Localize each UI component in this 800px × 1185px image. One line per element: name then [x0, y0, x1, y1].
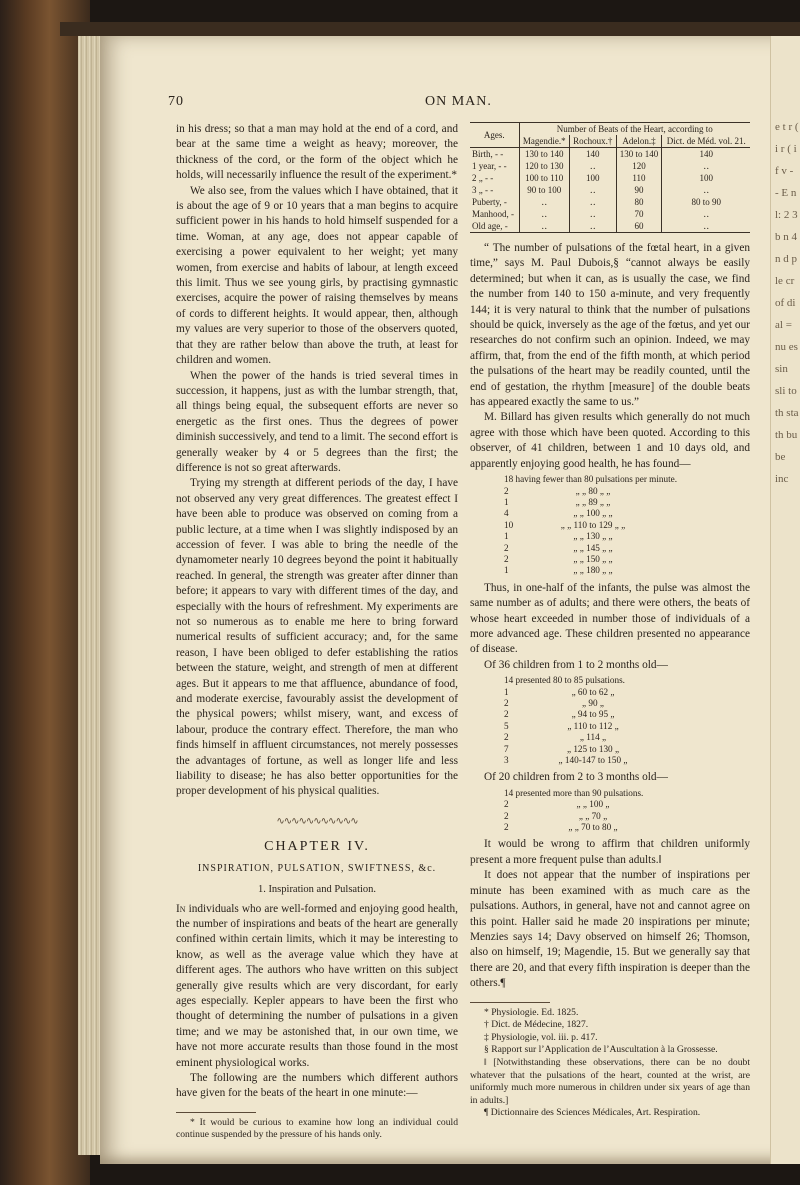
footnote: * Physiologie. Ed. 1825.: [484, 1006, 579, 1018]
list-value: „ „ 145 „ „: [573, 542, 613, 553]
list-value: „ „ 89 „ „: [575, 496, 611, 507]
section-title: 1. Inspiration and Pulsation.: [257, 884, 377, 896]
table-cell: ‥: [519, 196, 569, 208]
section-ornament: ∿∿∿∿∿∿∿∿∿∿∿: [276, 815, 358, 827]
table-cell: 100: [569, 172, 616, 184]
table-cell: 100: [662, 172, 750, 184]
list-item: [470, 554, 750, 565]
list-count: 1: [504, 565, 509, 576]
list-count: 7: [504, 743, 509, 754]
list-value: „ „ 100 „: [576, 799, 610, 810]
list-value: „ „ 130 „ „: [573, 531, 613, 542]
paragraph: When the power of the hands is tried several times in succession, it happens, just as with the lumbar strength, that, all things being equal, the subsequent efforts are never so energetic as the first ones. Thus the degrees of power diminish successively, and tend to a limit. The second effort is generally weaker by 4 or 5 degrees than the first; the difference is not so great afterwards.: [176, 369, 458, 474]
paragraph: It would be wrong to affirm that children uniformly present a more frequent pulse than adults.‖: [470, 838, 750, 866]
table-cell: 70: [616, 208, 662, 220]
table-cell: ‥: [569, 196, 616, 208]
paragraph: Of 20 children from 2 to 3 months old—: [484, 771, 668, 784]
list-value: „ „ 80 „ „: [575, 485, 611, 496]
list-value: „ „ 110 to 129 „ „: [560, 519, 626, 530]
list-item: [470, 486, 750, 497]
list-item: [470, 543, 750, 554]
table-cell: ‥: [569, 220, 616, 233]
table-group-header: Number of Beats of the Heart, according to: [519, 123, 750, 136]
table-cell-age: 3 „ - -: [472, 185, 494, 195]
list-count: 3: [504, 755, 509, 766]
list-item: [470, 799, 750, 810]
list-item: [470, 520, 750, 531]
page-number: 70: [168, 94, 184, 109]
footnote: * It would be curious to examine how long an individual could continue suspended by the pressure of his hands only.: [176, 1116, 458, 1141]
table-header-ages: Ages.: [470, 123, 519, 148]
table-row: [470, 184, 750, 196]
list-value: „ „ 180 „ „: [573, 565, 613, 576]
list-count: 2: [504, 698, 509, 708]
table-col-header: Adelon.‡: [616, 135, 662, 148]
table-cell: 140: [662, 148, 750, 161]
paragraph: Thus, in one-half of the infants, the pulse was almost the same number as of adults; and there were others, the beats of whose heart exceeded in number those of individuals of a more advanced age. These children presented no appearance of disease.: [470, 581, 750, 656]
table-cell: 120: [616, 160, 662, 172]
pulse-list-header: 18 having fewer than 80 pulsations per minute.: [504, 474, 677, 485]
pulse-list-2: [470, 675, 750, 766]
list-count: 2: [504, 799, 509, 810]
table-cell: 90 to 100: [519, 184, 569, 196]
table-cell: ‥: [662, 220, 750, 233]
table-cell: 140: [569, 148, 616, 161]
table-cell: ‥: [569, 160, 616, 172]
list-item: [470, 732, 750, 743]
footnote: ‡ Physiologie, vol. iii. p. 417.: [484, 1031, 598, 1043]
list-count: 2: [504, 732, 509, 743]
table-cell: 80 to 90: [662, 196, 750, 208]
list-value: „ „ 70 to 80 „: [568, 822, 618, 833]
facing-page-edge: [770, 36, 800, 1164]
footnote: † Dict. de Médecine, 1827.: [484, 1019, 589, 1031]
list-count: 4: [504, 508, 509, 519]
book-spine: [0, 0, 90, 1185]
table-cell: 100 to 110: [519, 172, 569, 184]
table-cell: ‥: [662, 160, 750, 172]
list-count: 10: [504, 519, 514, 530]
list-count: 1: [504, 496, 509, 507]
list-item: [470, 687, 750, 698]
list-item: [470, 822, 750, 833]
list-item: [470, 565, 750, 576]
table-cell: 60: [616, 220, 662, 233]
list-count: 1: [504, 531, 509, 542]
list-value: „ 110 to 112 „: [567, 720, 619, 731]
section-paragraph-text: individuals who are well-formed and enjoying good health, the number of inspirations and beats of the heart are generally confined within certain limits, which it may be interesting to know, as well as the average value which they have at different ages. The authors who have written on this subject generally give results which are very discordant, for early ages especially. Kepler appears to have been the first who thought of determining the number of pulsations in a given time; and we may be astonished that, in our own time, we have not more accurate results than those found in the most eminent physiological works.: [176, 902, 458, 1069]
pulse-list-3: [470, 788, 750, 834]
table-row: [470, 220, 750, 233]
footnote: § Rapport sur l’Application de l’Auscultation à la Grossesse.: [484, 1044, 718, 1056]
list-item: [470, 721, 750, 732]
table-cell: 90: [616, 184, 662, 196]
pulse-list-header: 14 presented 80 to 85 pulsations.: [504, 675, 625, 686]
table-col-header: Rochoux.†: [569, 135, 616, 148]
list-value: „ „ 70 „: [578, 810, 608, 821]
footnote: ‖ [Notwithstanding these observations, there can be no doubt whatever that the pulsations of the heart, counted at the wrist, are uniformly much more numerous in children under six years of age than in adults.]: [470, 1056, 750, 1106]
list-value: „ 60 to 62 „: [571, 686, 615, 697]
paragraph: “ The number of pulsations of the fœtal heart, in a given time,” says M. Paul Dubois,§ “cannot always be easily determined; but when it can, as is usually the case, we find the number from 140 to 150 a-minute, and very frequently 144; it is very natural to think that the number of pulsations should be quick, inversely as the age of the fœtus, and yet our researches do not confirm such an opinion. Indeed, we may affirm, that, from the end of the fifth month, at which period the pulsations of the heart may be readily counted, until the end of gestation, the rhythm [measure] of the double beats has appeared exactly the same to us.”: [470, 242, 750, 409]
facing-page-letters: e t r ( i r ( i f v - - E n l: 2 3 b n 4 n d p le cr of di al = nu es sin sli to th sta th bu be inc: [775, 121, 799, 485]
list-value: „ 140-147 to 150 „: [558, 755, 628, 766]
chapter-subtitle: INSPIRATION, PULSATION, SWIFTNESS, &c.: [197, 862, 437, 874]
table-col-header: Dict. de Méd. vol. 21.: [662, 135, 750, 148]
list-item: [470, 811, 750, 822]
list-item: [470, 508, 750, 519]
pulse-list-header: 14 presented more than 90 pulsations.: [504, 787, 644, 798]
list-count: 2: [504, 485, 509, 496]
table-cell: ‥: [662, 208, 750, 220]
table-cell: 120 to 130: [519, 160, 569, 172]
paragraph: Trying my strength at different periods of the day, I have not observed any very great differences. The greatest effect I have been able to produce was observed on coming from a public lecture, at a time when I was slightly indisposed by an accession of fever. I was able to bring the needle of the dynamometer nearly 10 degrees beyond the point it habitually reached. In general, the strength was greater after dinner than before; it appears to vary with different times of the day, and especially with the hours of refreshment. My experiments are not so numerous as to enable me here to bring forward numerical results of sufficient accuracy; and, for the same reason, I have been obliged to defer establishing the ratios between the stature, weight, and strength of men at different ages. But it appears to me that affluence, abundance of food, and moderate exercise, favourably assist the development of the physical powers; whilst misery, want, and excess of labour, produce the contrary effect. Therefore, the man who finds himself in affluent circumstances, not merely possesses the advantages of fortune, as well as longer life and less liability to disease; he has also better opportunities for the proper development of his physical qualities.: [176, 477, 458, 798]
table-cell-age: Old age, -: [470, 220, 519, 233]
table-row: [470, 196, 750, 208]
table-cell-age: Puberty, -: [472, 197, 507, 207]
section-paragraph: [176, 902, 458, 1071]
list-item: [470, 698, 750, 709]
list-count: 1: [504, 686, 509, 697]
table-cell: ‥: [519, 220, 569, 233]
paragraph: in his dress; so that a man may hold at the end of a cord, and bear at the same time a weight as heavy; moreover, the thickness of the cord, or the form of the object which he holds, will necessarily influence the result of the experiment.*: [176, 123, 458, 182]
footnote-rule: [470, 1002, 550, 1003]
table-cell-age: Birth, - -: [472, 149, 504, 159]
list-count: 2: [504, 810, 509, 821]
table-row: [470, 172, 750, 184]
table-cell: 130 to 140: [519, 148, 569, 161]
paragraph: The following are the numbers which different authors have given for the beats of the heart in one minute:—: [176, 1071, 458, 1100]
table-row: [470, 160, 750, 172]
table-cell: 80: [616, 196, 662, 208]
pulse-list-1: [470, 474, 750, 577]
table-cell: 110: [616, 172, 662, 184]
list-item: [470, 744, 750, 755]
page-edges: [78, 30, 102, 1155]
list-value: „ 114 „: [579, 732, 607, 743]
paragraph: It does not appear that the number of inspirations per minute has been examined with as much care as the pulsations. Authors, in general, have not and cannot agree on this point. Haller said he made 20 inspirations per minute; Menzies says 14; Davy observed on himself 26; Thomson, also on himself, 19; Magendie, 15. But we generally say that there are 20, and that every fifth inspiration is deeper than the others.¶: [470, 869, 750, 990]
right-column: [470, 122, 750, 1120]
table-cell: ‥: [519, 208, 569, 220]
paragraph: M. Billard has given results which generally do not much agree with those which have been quoted. According to this observer, of 41 children, between 1 and 10 days old, and apparently enjoying good health, he has found—: [470, 411, 750, 470]
list-value: „ „ 100 „ „: [573, 508, 613, 519]
initial-word: In: [176, 902, 186, 915]
paragraph: Of 36 children from 1 to 2 months old—: [484, 658, 668, 671]
table-row: [470, 148, 750, 161]
list-count: 2: [504, 709, 509, 720]
table-row: [470, 208, 750, 220]
list-count: 2: [504, 553, 509, 564]
table-cell-age: 2 „ - -: [472, 173, 494, 183]
table-cell-age: 1 year, - -: [472, 161, 507, 171]
table-cell: ‥: [569, 208, 616, 220]
list-value: „ 94 to 95 „: [571, 709, 615, 720]
list-count: 2: [504, 542, 509, 553]
list-item: [470, 497, 750, 508]
footnote-rule: [176, 1112, 256, 1113]
list-count: 2: [504, 822, 509, 833]
table-cell: ‥: [569, 184, 616, 196]
table-col-header: Magendie.*: [519, 135, 569, 148]
book-cover-top: [60, 22, 800, 36]
list-value: „ 125 to 130 „: [566, 743, 620, 754]
list-item: [470, 531, 750, 542]
table-cell: ‥: [662, 184, 750, 196]
heart-beats-table: [470, 122, 750, 233]
table-cell-age: Manhood, -: [472, 209, 514, 219]
list-item: [470, 709, 750, 720]
running-head: ON MAN.: [425, 94, 492, 109]
list-value: „ 90 „: [582, 698, 604, 708]
left-column: [176, 122, 458, 1142]
table-cell: 130 to 140: [616, 148, 662, 161]
paragraph: We also see, from the values which I have obtained, that it is about the age of 9 or 10 years that a man begins to acquire sufficient power in his hands to hold himself suspended for a time. Woman, at any age, does not appear capable of exercising a power equivalent to her weight; yet many women, from exercise and habits of labour, at length exceed this limit. Thus we see young girls, by practising gymnastic exercises, acquire the power of raising themselves by means of cords to different heights. It would appear, then, although my values are very superior to those of the observers quoted, that they are rather below than above the truth, at least for children and women.: [176, 184, 458, 367]
list-value: „ „ 150 „ „: [573, 553, 613, 564]
footnote: ¶ Dictionnaire des Sciences Médicales, Art. Respiration.: [484, 1107, 701, 1119]
list-item: [470, 755, 750, 766]
list-count: 5: [504, 720, 509, 731]
chapter-title: CHAPTER IV.: [264, 839, 370, 855]
